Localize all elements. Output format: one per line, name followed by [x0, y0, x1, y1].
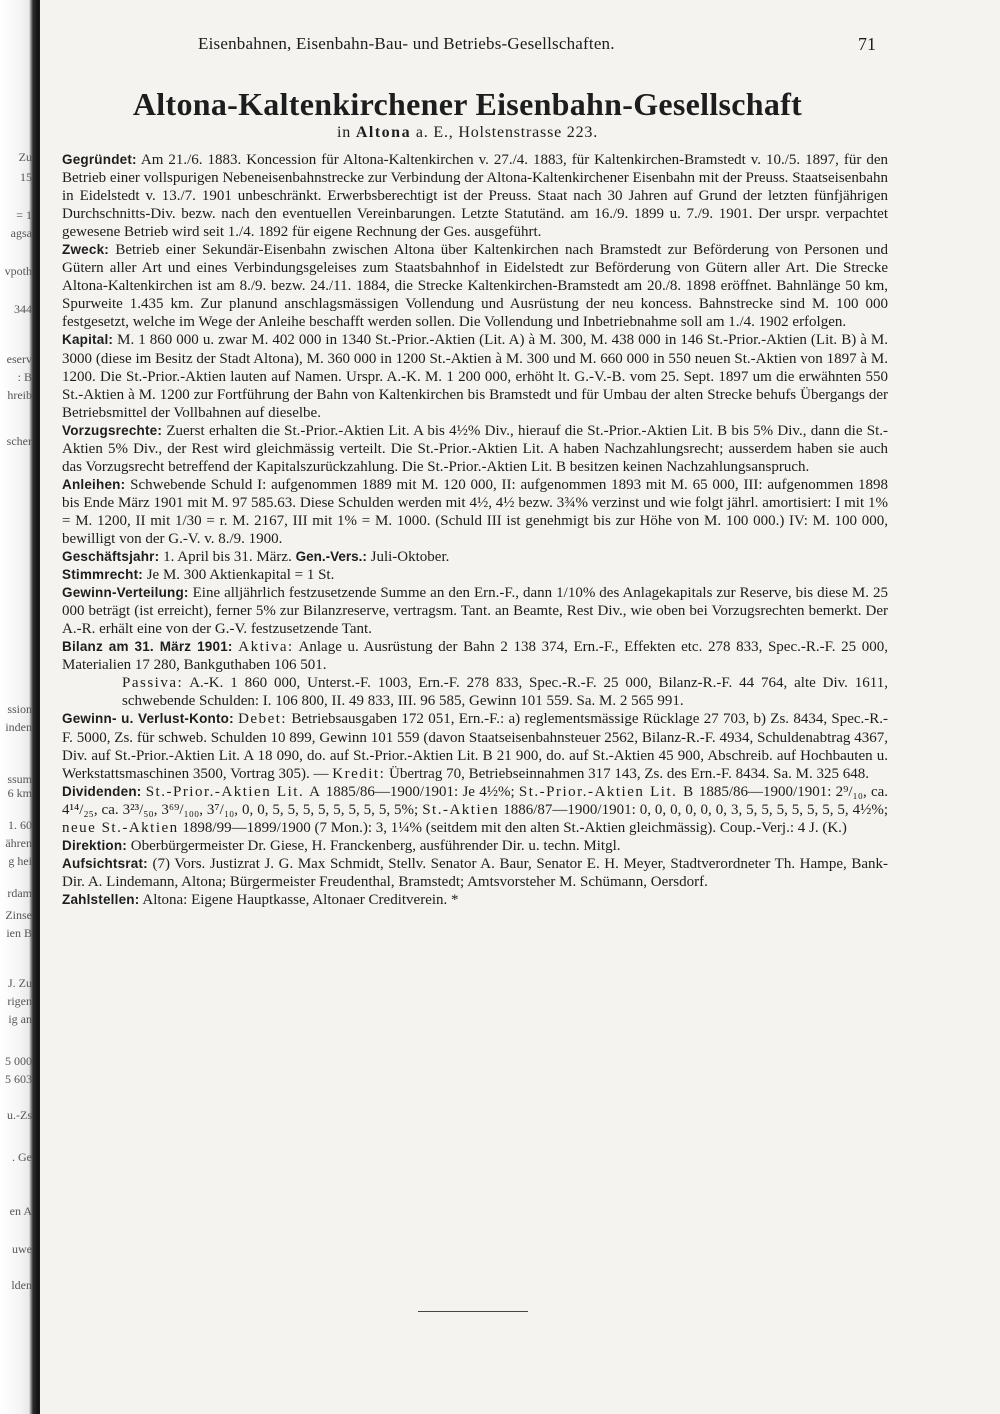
section-text: Eine alljährlich festzusetzende Summe an den Ern.-F., dann 1/10% des Anlagekapitals zur Reserve, bis diese M. 25 000 beträgt (ist erreicht), ferner 5% zur Bilanzreserve, vertragsm. Tant. an Beamte, Rest Div., wie oben bei Vorzugsrechten bemerkt. Der A.-R. erhält eine von der G.-V. festzusetzende Tant.: [62, 585, 889, 638]
spine-fragment: ig an: [8, 1012, 32, 1026]
section-label: Dividenden:: [62, 783, 142, 799]
spine-fragment: hreib: [7, 388, 32, 402]
kredit-text: Übertrag 70, Betriebseinnahmen 317 143, Zs. des Ern.-F. 8434. Sa. M. 325 648.: [389, 765, 870, 782]
section-bilanz: [62, 638, 888, 674]
section-label: Gewinn-Verteilung:: [62, 585, 189, 601]
spine-fragment: eserv: [6, 352, 32, 366]
facing-page-fragments: [0, 0, 34, 1414]
section-label: Zahlstellen:: [62, 891, 140, 907]
section-text: 1. April bis 31. März.: [163, 549, 292, 566]
spine-fragment: rigen: [7, 994, 32, 1008]
spine-fragment: rdam: [7, 886, 32, 900]
section-text: (7) Vors. Justizrat J. G. Max Schmidt, Stellv. Senator A. Baur, Senator E. H. Meyer, Stadtverordneter Th. Hampe, Bank-Dir. A. Lindemann, Altona; Bürgermeister Freudenthal, Bramstedt; Amtsvorsteher M. Schümann, Oersdorf.: [62, 855, 888, 890]
section-zweck: [62, 241, 888, 331]
debet-text: Betriebsausgaben 172 051, Ern.-F.: a) reglementsmässige Rücklage 27 703, b) Zs. 8434, Spec.-R.-F. 5000, Zs. für schweb. Schulden 10 899, Gewinn 101 559 (davon Staatseisenbahnsteuer 2562, Bilanz-R.-F. 4934, Schuldenabtrag 4367, Div. auf St.-Prior.-Aktien Lit. A 18 090, do. auf St.-Prior.-Aktien Lit. B 21 900, do. auf St.-Aktien 45 900, Abschreib. auf Hochbauten u. Werkstattsmaschinen 3500, Vortrag 305). —: [62, 711, 888, 782]
section-label: Gewinn- u. Verlust-Konto:: [62, 711, 234, 727]
spine-fragment: ähren: [5, 836, 32, 850]
spine-fragment: lden: [11, 1278, 32, 1292]
spine-fragment: = 1: [16, 208, 32, 222]
section-direktion: [62, 837, 888, 855]
spine-fragment: 1. 60: [8, 818, 32, 832]
div-neue-aktien-label: neue St.-Aktien: [62, 819, 179, 836]
section-text: Betrieb einer Sekundär-Eisenbahn zwischen Altona über Kaltenkirchen nach Bramstedt zur Beförderung von Personen und Gütern aller Art und eines Verbindungsgeleises zum Staatsbahnhof in Eidelstedt zur Beförderung von Gütern aller Art. Die Strecke Altona-Kaltenkirchen ist am 8./9. bezw. 24./11. 1884, die Strecke Kaltenkirchen-Bramstedt am 20./8. 1898 eröffnet. Bahnlänge 50 km, Spurweite 1.435 km. Zur planund anschlagsmässigen Vollendung und Ausrüstung der neu koncess. Bahnstrecke sind M. 100 000 festgesetzt, welche im Wege der Anleihe beschafft werden sollen. Die Vollendung und Inbetriebnahme soll am 1./4. 1902 erfolgen.: [62, 242, 888, 331]
section-text: M. 1 860 000 u. zwar M. 402 000 in 1340 St.-Prior.-Aktien (Lit. A) à M. 300, M. 438 000 in 146 St.-Prior.-Aktien (Lit. B) à M. 3000 (diese im Besitz der Stadt Altona), M. 360 000 in 1200 St.-Aktien à M. 300 und M. 660 000 in 550 neuen St.-Aktien von 1897 à M. 1200. Die St.-Prior.-Aktien lauten auf Namen. Urspr. A.-K. M. 1 200 000, erhöht lt. G.-V.-B. vom 25. Sept. 1897 um die erwähnten 550 St.-Aktien à M. 1200 zur Fortführung der Bahn von Kaltenkirchen bis Bramstedt und für Umbau der alten Strecke behufs Übergangs der Betriebsmittel der Vollbahnen auf dieselbe.: [62, 332, 888, 421]
section-text: Am 21./6. 1883. Koncession für Altona-Kaltenkirchen v. 27./4. 1883, für Kaltenkirchen-Bramstedt v. 10./5. 1897, für den Betrieb einer vollspurigen Nebeneisenbahnstrecke zur Verbindung der Altona-Kaltenkirchener Eisenbahn mit der Preuss. Staatseisenbahn in Eidelstedt v. 13./7. 1901 unbeschränkt. Erwerbsberechtigt ist der Preuss. Staat nach 30 Jahren auf Grund der letzten fünfjährigen Durchschnitts-Div. bezw. nach den eventuellen Vereinbarungen. Letzte Statutänd. am 16./9. 1899 u. 7./9. 1901. Der urspr. verpachtet gewesene Betrieb wird seit 1./4. 1892 für eigene Rechnung der Ges. ausgeführt.: [62, 152, 888, 241]
section-stimmrecht: [62, 566, 888, 584]
subtitle-city: Altona: [355, 124, 412, 141]
spine-fragment: uwe: [12, 1242, 32, 1256]
page-title: Altona-Kaltenkirchener Eisenbahn-Gesellschaft: [132, 86, 803, 122]
spine-fragment: ssum: [7, 772, 32, 786]
passiva-text: A.-K. 1 860 000, Unterst.-F. 1003, Ern.-F. 278 833, Spec.-R.-F. 25 000, Bilanz-R.-F. 44 764, alte Div. 1611, schwebende Schulden: I. 106 800, II. 49 833, III. 96 585, Gewinn 101 559. Sa. M. 2 565 991.: [122, 675, 888, 710]
subtitle-prefix: in: [336, 124, 352, 141]
section-text: Altona: Eigene Hauptkasse, Altonaer Creditverein. *: [142, 891, 459, 908]
section-label: Gegründet:: [62, 152, 137, 167]
passiva-label: Passiva:: [122, 675, 184, 692]
section-bilanz-passiva: [62, 674, 888, 710]
gen-vers-text: Juli-Oktober.: [370, 549, 450, 566]
spine-fragment: 6 km: [7, 786, 32, 800]
company-entry: [62, 151, 888, 909]
section-geschaeftsjahr: [62, 548, 888, 566]
section-vorzugsrechte: [62, 422, 888, 476]
aktiva-text: Anlage u. Ausrüstung der Bahn 2 138 374, Ern.-F., Effekten etc. 278 833, Spec.-R.-F. 25 000, Materialien 17 280, Bankguthaben 106 501.: [62, 639, 888, 674]
spine-fragment: J. Zu: [8, 976, 32, 990]
spine-fragment: 5 603: [5, 1072, 32, 1086]
div-lit-a-text: 1885/86—1900/1901: Je 4½%;: [325, 783, 515, 800]
div-lit-b-text: 1885/86—1900/1901: 2⁹/₁₀, ca. 4¹⁴/₂₅, ca. 3²³/₅₀, 3⁶⁹/₁₀₀, 3⁷/₁₀, 0, 0, 5, 5, 5, 5, 5, 5, 5, 5, 5%;: [62, 783, 889, 818]
end-rule: [418, 1311, 528, 1312]
spine-fragment: . Ge: [12, 1150, 32, 1164]
company-location: [0, 124, 935, 142]
spine-fragment: u.-Zs: [7, 1108, 32, 1122]
section-text: Oberbürgermeister Dr. Giese, H. Franckenberg, ausführender Dir. u. techn. Mitgl.: [130, 837, 621, 854]
section-gegruendet: [62, 151, 888, 241]
div-st-aktien-text: 1886/87—1900/1901: 0, 0, 0, 0, 0, 0, 3, 5, 5, 5, 5, 5, 5, 5, 4½%;: [503, 801, 889, 818]
div-lit-b-label: St.-Prior.-Aktien Lit. B: [518, 783, 695, 800]
section-label: Geschäftsjahr:: [62, 549, 160, 565]
section-label: Kapital:: [62, 332, 114, 348]
section-anleihen: [62, 476, 888, 548]
spine-fragment: : B: [17, 370, 32, 384]
gen-vers-label: Gen.-Vers.:: [295, 549, 367, 565]
section-gewinn-verteilung: [62, 584, 888, 638]
spine-fragment: en A: [9, 1204, 32, 1218]
section-label: Vorzugsrechte:: [62, 422, 163, 438]
page-number: 71: [858, 34, 876, 54]
div-lit-a-label: St.-Prior.-Aktien Lit. A: [145, 783, 322, 800]
section-label: Anleihen:: [62, 476, 126, 492]
spine-fragment: inden: [5, 720, 32, 734]
section-dividenden: [62, 783, 888, 837]
spine-fragment: agsa: [10, 226, 32, 240]
spine-fragment: 344: [14, 302, 32, 316]
section-label: Zweck:: [62, 242, 109, 258]
spine-fragment: Zinse: [5, 908, 32, 922]
spine-fragment: ssion: [7, 702, 32, 716]
div-st-aktien-label: St.-Aktien: [422, 801, 500, 818]
section-label: Aufsichtsrat:: [62, 855, 148, 871]
section-gv-konto: [62, 710, 888, 782]
section-label: Bilanz am 31. März 1901:: [62, 639, 233, 655]
spine-fragment: vpoth: [4, 264, 32, 278]
spine-fragment: scher: [6, 434, 32, 448]
spine-fragment: 5 000: [5, 1054, 32, 1068]
subtitle-address: a. E., Holstenstrasse 223.: [415, 124, 598, 141]
section-zahlstellen: [62, 891, 888, 909]
section-kapital: [62, 331, 888, 421]
section-text: Je M. 300 Aktienkapital = 1 St.: [146, 567, 335, 584]
running-head: Eisenbahnen, Eisenbahn-Bau- und Betriebs-Gesellschaften.: [198, 34, 615, 53]
section-aufsichtsrat: [62, 855, 888, 891]
aktiva-label: Aktiva:: [238, 639, 294, 656]
spine-fragment: 15: [20, 170, 32, 184]
spine-fragment: g hei: [8, 854, 32, 868]
div-neue-aktien-text: 1898/99—1899/1900 (7 Mon.): 3, 1¼% (seitdem mit den alten St.-Aktien gleichmässig). Coup.-Verj.: 4 J. (K.): [182, 819, 847, 836]
section-text: Zuerst erhalten die St.-Prior.-Aktien Lit. A bis 4½% Div., hierauf die St.-Prior.-Aktien Lit. B bis 5% Div., dann die St.-Aktien 5% Div., der Rest wird gleichmässig verteilt. Die St.-Prior.-Aktien Lit. A haben Nachzahlungsrecht; ausserdem haben sie auch das Vorzugsrecht betreffend der Kapitalszurückzahlung. Die St.-Prior.-Aktien Lit. B besitzen keinen Nachzahlungsanspruch.: [62, 422, 888, 475]
section-label: Stimmrecht:: [62, 567, 143, 583]
section-label: Direktion:: [62, 837, 128, 853]
spine-fragment: Zu: [18, 150, 32, 164]
debet-label: Debet:: [238, 711, 288, 728]
kredit-label: Kredit:: [332, 765, 386, 782]
section-text: Schwebende Schuld I: aufgenommen 1889 mit M. 120 000, II: aufgenommen 1893 mit M. 65 000, III: aufgenommen 1898 bis Ende März 1901 mit M. 97 585.63. Diese Schulden werden mit 4½, 4½ bezw. 3¾% verzinst und wie folgt jährl. amortisiert: I mit 1% = M. 1200, II mit 1/30 = r. M. 2167, III mit 1% = M. 1000. (Schuld III ist genehmigt bis zur Höhe von M. 100 000.) IV: M. 100 000, bewilligt von der G.-V. v. 8./9. 1900.: [62, 476, 888, 547]
spine-fragment: ien B: [6, 926, 32, 940]
